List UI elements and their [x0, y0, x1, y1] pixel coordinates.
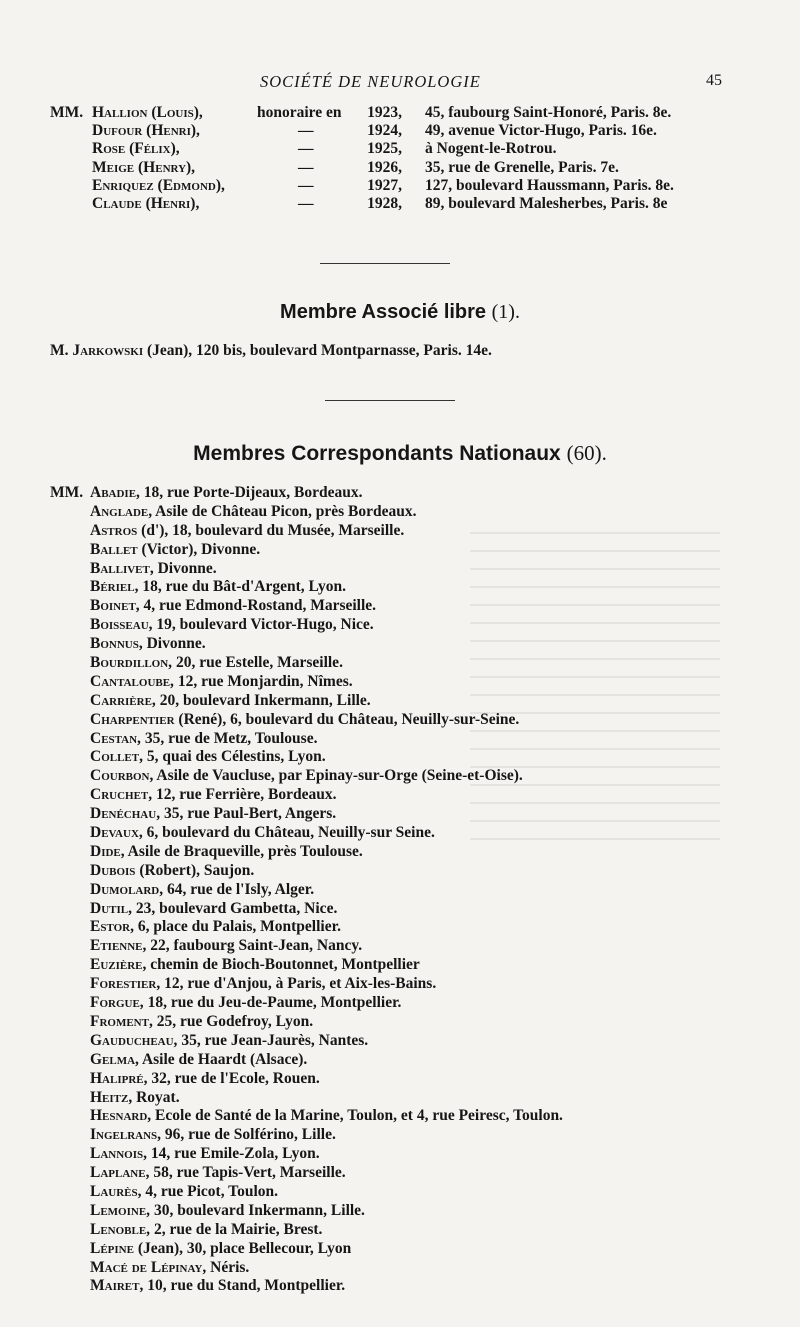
member-details: 6, place du Palais, Montpellier. [133, 918, 341, 936]
running-head: SOCIÉTÉ DE NEUROLOGIE [260, 72, 481, 91]
list-item [90, 578, 563, 597]
member-name: Laplane, [90, 1164, 150, 1182]
list-item [90, 635, 563, 654]
member-name: Gelma, [90, 1050, 139, 1068]
correspondents-count: (60). [566, 441, 607, 465]
list-item [90, 1089, 563, 1108]
member-details: 6, boulevard du Château, Neuilly-sur Seine. [142, 824, 435, 842]
list-item [90, 730, 563, 749]
member-name: Dufour (Henri), [92, 122, 200, 140]
member-status: honoraire en [257, 104, 342, 121]
member-details: Néris. [206, 1258, 250, 1276]
member-details: (d'), 18, boulevard du Musée, Marseille. [137, 521, 405, 539]
member-details: 4, rue Picot, Toulon. [141, 1182, 279, 1200]
member-name: Hesnard, [90, 1107, 152, 1125]
member-details: 35, rue Jean-Jaurès, Nantes. [177, 1031, 369, 1049]
list-item [90, 1240, 563, 1259]
honorary-row [50, 122, 790, 140]
honorary-members-list [50, 104, 790, 213]
list-item [90, 673, 563, 692]
member-name: Astros [90, 521, 138, 539]
member-name: Collet, [90, 748, 143, 766]
member-name: Lépine [90, 1239, 134, 1257]
member-details: Asile de Château Picon, près Bordeaux. [152, 502, 417, 520]
list-item [90, 1070, 563, 1089]
member-name: Carrière, [90, 691, 156, 709]
member-name: Bourdillon, [90, 654, 173, 672]
list-item [90, 994, 563, 1013]
list-item [90, 1259, 563, 1278]
associate-prefix: M. [50, 342, 69, 359]
list-item [90, 1183, 563, 1202]
member-name: Etienne, [90, 937, 147, 955]
member-details: 96, rue de Solférino, Lille. [161, 1126, 336, 1144]
member-details: Royat. [132, 1088, 180, 1106]
member-details: 25, rue Godefroy, Lyon. [152, 1012, 314, 1030]
member-details: 35, rue de Metz, Toulouse. [140, 729, 318, 747]
list-item [90, 484, 563, 503]
member-name: Courbon, [90, 767, 154, 785]
correspondents-section-title [0, 441, 800, 466]
list-item [90, 1013, 563, 1032]
member-name: Boinet, [90, 597, 140, 615]
member-year: 1925, [367, 140, 402, 158]
list-item [90, 522, 563, 541]
honorary-row [50, 159, 790, 177]
member-status: — [298, 140, 314, 158]
member-name: Devaux, [90, 824, 143, 842]
member-details: (Robert), Saujon. [135, 861, 255, 879]
associate-entry [50, 342, 492, 360]
list-item [90, 1221, 563, 1240]
list-item [90, 900, 563, 919]
member-status: — [298, 158, 314, 176]
member-name: Forestier, [90, 975, 161, 993]
member-address: 89, boulevard Malesherbes, Paris. 8e [425, 194, 668, 212]
member-name: Abadie, [90, 484, 140, 501]
page-number: 45 [706, 72, 722, 89]
member-details: Ecole de Santé de la Marine, Toulon, et 4, rue Peiresc, Toulon. [151, 1107, 563, 1125]
member-name: Enriquez (Edmond), [92, 176, 225, 194]
member-details: Asile de Braqueville, près Toulouse. [124, 842, 363, 860]
correspondents-entries [90, 484, 563, 1296]
member-details: 12, rue Ferrière, Bordeaux. [152, 786, 337, 804]
mm-label: MM. [50, 104, 84, 121]
member-details: 18, rue du Jeu-de-Paume, Montpellier. [143, 994, 402, 1012]
member-name: Denéchau, [90, 805, 161, 823]
list-item [90, 862, 563, 881]
list-item [90, 843, 563, 862]
member-name: Gauducheau, [90, 1031, 178, 1049]
member-name: Estor, [90, 918, 134, 936]
member-name: Lannois, [90, 1145, 147, 1163]
member-name: Anglade, [90, 502, 153, 520]
member-name: Ballivet, [90, 559, 154, 577]
member-address: 127, boulevard Haussmann, Paris. 8e. [425, 176, 674, 194]
member-details: 18, rue du Bât-d'Argent, Lyon. [138, 578, 347, 596]
list-item [90, 1145, 563, 1164]
member-name: Lenoble, [90, 1220, 151, 1238]
member-details: chemin de Bioch-Boutonnet, Montpellier [146, 956, 420, 974]
member-name: Euzière, [90, 956, 147, 974]
member-details: 23, boulevard Gambetta, Nice. [131, 899, 338, 917]
member-name: Meige (Henry), [92, 158, 196, 176]
list-item [90, 692, 563, 711]
list-item [90, 805, 563, 824]
member-year: 1923, [367, 104, 402, 121]
honorary-row [50, 177, 790, 195]
correspondents-title-text: Membres Correspondants Nationaux [193, 442, 561, 465]
section-divider [325, 400, 455, 401]
member-details: 20, boulevard Inkermann, Lille. [155, 691, 371, 709]
member-year: 1928, [367, 194, 402, 212]
list-item [90, 711, 563, 730]
list-item [90, 918, 563, 937]
list-item [90, 786, 563, 805]
member-year: 1924, [367, 122, 402, 140]
member-details: 30, boulevard Inkermann, Lille. [150, 1201, 365, 1219]
member-details: 10, rue du Stand, Montpellier. [143, 1277, 346, 1295]
member-year: 1926, [367, 158, 402, 176]
list-item [90, 956, 563, 975]
list-item [90, 824, 563, 843]
honorary-row [50, 104, 790, 122]
list-item [90, 748, 563, 767]
member-details: 35, rue Paul-Bert, Angers. [160, 805, 337, 823]
member-details: 12, rue d'Anjou, à Paris, et Aix-les-Bains. [160, 975, 437, 993]
member-details: 58, rue Tapis-Vert, Marseille. [149, 1164, 346, 1182]
associate-footnote-ref: (1). [491, 301, 520, 323]
member-name: Cruchet, [90, 786, 153, 804]
member-details: Divonne. [142, 635, 206, 653]
member-details: (René), 6, boulevard du Château, Neuilly-sur-Seine. [174, 710, 520, 728]
member-name: Laurès, [90, 1182, 142, 1200]
member-name: Forgue, [90, 994, 144, 1012]
member-name: Macé de Lépinay, [90, 1258, 207, 1276]
list-item [90, 1164, 563, 1183]
associate-section-title [0, 301, 800, 324]
list-item [90, 1032, 563, 1051]
member-details: 2, rue de la Mairie, Brest. [150, 1220, 323, 1238]
member-name: Bériel, [90, 578, 139, 596]
list-item [90, 937, 563, 956]
list-item [90, 881, 563, 900]
associate-details: (Jean), 120 bis, boulevard Montparnasse, Paris. 14e. [146, 342, 492, 359]
associate-name: Jarkowski [72, 342, 144, 359]
member-name: Hallion (Louis), [92, 104, 203, 121]
member-name: Cestan, [90, 729, 141, 747]
mm-label: MM. [50, 484, 84, 501]
member-name: Ingelrans, [90, 1126, 162, 1144]
member-status: — [298, 194, 314, 212]
list-item [90, 616, 563, 635]
member-year: 1927, [367, 176, 402, 194]
member-name: Ballet [90, 540, 138, 558]
list-item [90, 654, 563, 673]
member-name: Dide, [90, 842, 125, 860]
member-name: Dumolard, [90, 880, 164, 898]
page-header [0, 72, 800, 96]
member-details: 18, rue Porte-Dijeaux, Bordeaux. [139, 484, 363, 501]
member-details: 14, rue Emile-Zola, Lyon. [147, 1145, 320, 1163]
member-name: Mairet, [90, 1277, 144, 1295]
member-details: 64, rue de l'Isly, Alger. [163, 880, 315, 898]
member-details: Asile de Vaucluse, par Epinay-sur-Orge (Seine-et-Oise). [153, 767, 523, 785]
member-details: Asile de Haardt (Alsace). [138, 1050, 308, 1068]
list-item [90, 503, 563, 522]
list-item [90, 767, 563, 786]
member-details: (Victor), Divonne. [137, 540, 261, 558]
member-name: Dubois [90, 861, 136, 879]
member-status: — [298, 176, 314, 194]
member-name: Halipré, [90, 1069, 148, 1087]
member-name: Heitz, [90, 1088, 133, 1106]
member-details: 32, rue de l'Ecole, Rouen. [147, 1069, 320, 1087]
member-name: Lemoine, [90, 1201, 151, 1219]
member-name: Cantaloube, [90, 672, 174, 690]
list-item [90, 560, 563, 579]
member-name: Boisseau, [90, 616, 153, 634]
list-item [90, 1277, 563, 1296]
list-item [90, 1051, 563, 1070]
member-details: 5, quai des Célestins, Lyon. [142, 748, 326, 766]
member-name: Charpentier [90, 710, 175, 728]
list-item [90, 975, 563, 994]
list-item [90, 597, 563, 616]
honorary-row [50, 195, 790, 213]
list-item [90, 1126, 563, 1145]
member-address: 45, faubourg Saint-Honoré, Paris. 8e. [425, 104, 672, 121]
member-status: — [298, 122, 314, 140]
section-divider [320, 263, 450, 264]
member-details: 4, rue Edmond-Rostand, Marseille. [139, 597, 377, 615]
list-item [90, 1202, 563, 1221]
member-name: Claude (Henri), [92, 194, 200, 212]
list-item [90, 541, 563, 560]
member-details: Divonne. [153, 559, 217, 577]
associate-title-text: Membre Associé libre [280, 301, 487, 323]
member-name: Froment, [90, 1012, 153, 1030]
member-details: 19, boulevard Victor-Hugo, Nice. [152, 616, 374, 634]
member-details: 12, rue Monjardin, Nîmes. [173, 672, 353, 690]
member-details: (Jean), 30, place Bellecour, Lyon [133, 1239, 352, 1257]
member-name: Bonnus, [90, 635, 143, 653]
member-name: Rose (Félix), [92, 140, 180, 158]
list-item [90, 1107, 563, 1126]
member-address: 49, avenue Victor-Hugo, Paris. 16e. [425, 122, 657, 140]
member-name: Dutil, [90, 899, 132, 917]
member-address: 35, rue de Grenelle, Paris. 7e. [425, 158, 619, 176]
honorary-row [50, 140, 790, 158]
member-details: 20, rue Estelle, Marseille. [172, 654, 343, 672]
member-details: 22, faubourg Saint-Jean, Nancy. [146, 937, 363, 955]
member-address: à Nogent-le-Rotrou. [425, 140, 557, 158]
